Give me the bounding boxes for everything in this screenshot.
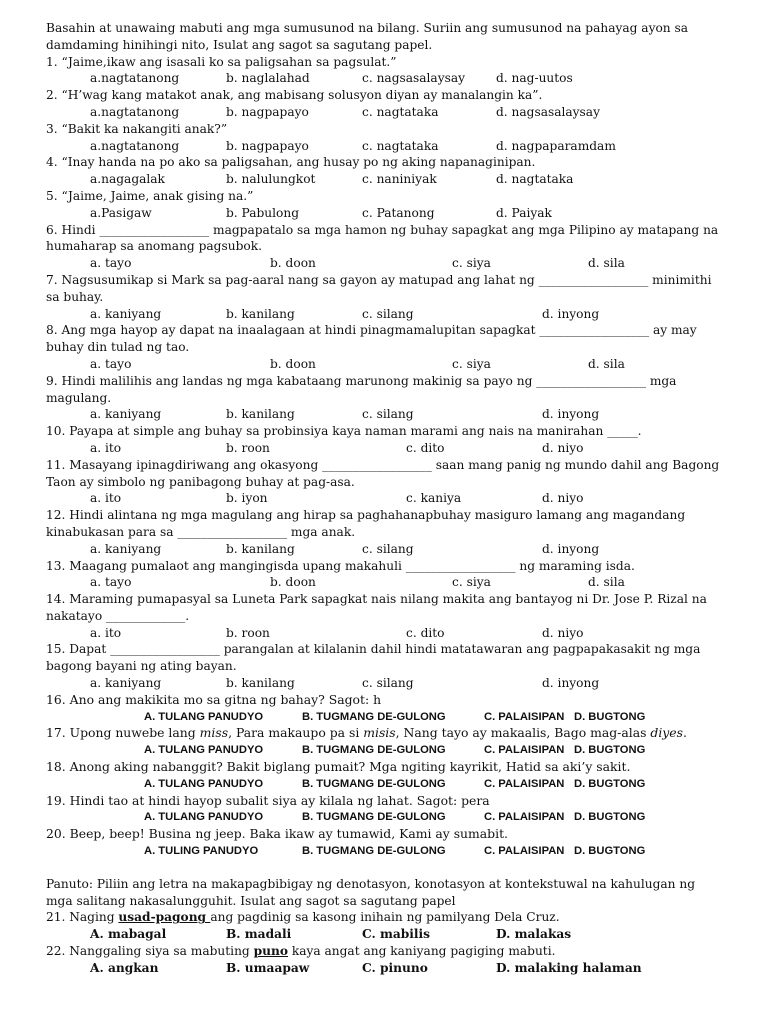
choice-b: b. nagpapayo bbox=[226, 104, 309, 119]
choice-c: c. nagtataka bbox=[362, 138, 439, 153]
choice-d: D. BUGTONG bbox=[574, 710, 646, 723]
choice-c: c. naniniyak bbox=[362, 172, 437, 187]
question bbox=[46, 373, 722, 423]
choice-d: d. inyong bbox=[542, 541, 600, 556]
choice-b: B. TUGMANG DE-GULONG bbox=[302, 710, 446, 723]
choice-d: d. nagsasalaysay bbox=[496, 104, 600, 119]
choice-c: c. silang bbox=[362, 541, 414, 556]
choices bbox=[46, 205, 722, 222]
question bbox=[46, 725, 722, 759]
choices bbox=[46, 70, 722, 87]
choice-b: B. TUGMANG DE-GULONG bbox=[302, 811, 446, 824]
question-text: 22. Nanggaling siya sa mabuting puno kaya angat ang kaniyang pagiging mabuti. bbox=[46, 944, 556, 959]
panuto-instructions: Panuto: Piliin ang letra na makapagbibigay ng denotasyon, konotasyon at kontekstuwal na kahulugan ng mga salitang nakasalungguhit. Isulat ang sagot sa sagutang papel bbox=[46, 876, 696, 908]
choices bbox=[46, 255, 722, 272]
choice-b: b. roon bbox=[226, 440, 270, 455]
choice-c: c. nagsasalaysay bbox=[362, 71, 465, 86]
instructions: Basahin at unawaing mabuti ang mga sumusunod na bilang. Suriin ang sumusunod na pahayag ayon sa damdaming hinihingi nito, Isulat ang sagot sa sagutang papel. bbox=[46, 21, 689, 52]
choice-d: D. BUGTONG bbox=[574, 845, 646, 858]
question bbox=[46, 87, 722, 121]
choice-d: D. malaking halaman bbox=[496, 960, 642, 975]
choice-c: C. mabilis bbox=[362, 927, 431, 942]
choice-a: a.nagtatanong bbox=[90, 104, 180, 119]
choice-c: C. PALAISIPAN bbox=[484, 744, 565, 757]
choice-b: b. nalulungkot bbox=[226, 172, 316, 187]
question bbox=[46, 507, 722, 557]
question bbox=[46, 54, 722, 88]
spacer bbox=[46, 860, 722, 876]
question-text: 16. Ano ang makikita mo sa gitna ng bahay? Sagot: h bbox=[46, 691, 382, 707]
choice-c: c. siya bbox=[452, 575, 491, 590]
choice-b: b. iyon bbox=[226, 491, 268, 506]
question bbox=[46, 272, 722, 322]
choice-b: b. Pabulong bbox=[226, 205, 300, 220]
question-text: 18. Anong aking nabanggit? Bakit biglang pumait? Mga ngiting kayrikit, Hatid sa aki’y sakit. bbox=[46, 759, 631, 775]
question-text: 8. Ang mga hayop ay dapat na inaalagaan at hindi pinagmamalupitan sapagkat __________________ ay may buhay din tulad ng tao. bbox=[46, 323, 697, 355]
choices bbox=[46, 843, 722, 860]
question-text: 1. “Jaime,ikaw ang isasali ko sa paligsahan sa pagsulat.” bbox=[46, 54, 397, 69]
question bbox=[46, 222, 722, 272]
choice-a: a.nagagalak bbox=[90, 172, 165, 187]
choice-c: c. siya bbox=[452, 256, 491, 271]
choice-d: d. inyong bbox=[542, 306, 600, 321]
choice-c: c. silang bbox=[362, 306, 414, 321]
choice-c: c. dito bbox=[406, 440, 445, 455]
question-text: 21. Naging usad-pagong ang pagdinig sa kasong inihain ng pamilyang Dela Cruz. bbox=[46, 910, 560, 925]
choice-a: a.nagtatanong bbox=[90, 138, 180, 153]
choice-b: B. umaapaw bbox=[226, 960, 310, 975]
part2-questions bbox=[46, 692, 722, 860]
choice-a: a. tayo bbox=[90, 575, 132, 590]
choice-a: a.Pasigaw bbox=[90, 205, 152, 220]
question bbox=[46, 154, 722, 188]
choice-d: d. niyo bbox=[542, 625, 584, 640]
choice-d: d. nag-uutos bbox=[496, 71, 573, 86]
choice-a: a. ito bbox=[90, 625, 122, 640]
question bbox=[46, 188, 722, 222]
choice-c: C. PALAISIPAN bbox=[484, 845, 565, 858]
choice-d: d. niyo bbox=[542, 440, 584, 455]
choice-a: A. TULANG PANUDYO bbox=[144, 811, 264, 824]
question bbox=[46, 457, 722, 507]
choice-b: b. doon bbox=[270, 575, 316, 590]
question-text: 12. Hindi alintana ng mga magulang ang hirap sa paghahanapbuhay masiguro lamang ang magandang kinabukasan para sa __________________ mga anak. bbox=[46, 508, 686, 539]
choice-b: b. kanilang bbox=[226, 676, 295, 691]
choice-a: a. ito bbox=[90, 491, 122, 506]
question bbox=[46, 943, 722, 977]
question bbox=[46, 591, 722, 641]
choice-a: a. kaniyang bbox=[90, 541, 162, 556]
choice-b: b. naglalahad bbox=[226, 71, 310, 86]
question-text: 6. Hindi __________________ magpapatalo sa mga hamon ng buhay sapagkat ang mga Pilipino ay matapang na humaharap sa anomang pagsubok. bbox=[46, 222, 719, 254]
question bbox=[46, 759, 722, 793]
choice-b: b. roon bbox=[226, 625, 270, 640]
choice-d: D. BUGTONG bbox=[574, 777, 646, 790]
choice-d: D. BUGTONG bbox=[574, 744, 646, 757]
choice-d: d. niyo bbox=[542, 491, 584, 506]
choice-a: a. kaniyang bbox=[90, 407, 162, 422]
choice-a: A. TULANG PANUDYO bbox=[144, 710, 264, 723]
choice-b: b. nagpapayo bbox=[226, 138, 309, 153]
choice-a: A. TULANG PANUDYO bbox=[144, 744, 264, 757]
question-text: 2. “H’wag kang matakot anak, ang mabisang solusyon diyan ay manalangin ka”. bbox=[46, 88, 543, 103]
choices bbox=[46, 490, 722, 507]
choice-c: C. PALAISIPAN bbox=[484, 710, 565, 723]
question bbox=[46, 558, 722, 592]
choices bbox=[46, 809, 722, 826]
question-text: 7. Nagsusumikap si Mark sa pag-aaral nang sa gayon ay matupad ang lahat ng __________________ minimithi sa buhay. bbox=[46, 272, 712, 304]
choice-b: b. kanilang bbox=[226, 407, 295, 422]
choice-c: c. dito bbox=[406, 625, 445, 640]
choice-a: a. tayo bbox=[90, 356, 132, 371]
choice-c: c. Patanong bbox=[362, 205, 435, 220]
question-text: 10. Payapa at simple ang buhay sa probinsiya kaya naman marami ang nais na manirahan _____. bbox=[46, 424, 642, 439]
choice-a: a. kaniyang bbox=[90, 676, 162, 691]
choice-d: d. nagtataka bbox=[496, 172, 574, 187]
part1-questions bbox=[46, 54, 722, 692]
question-text: 5. “Jaime, Jaime, anak gising na.” bbox=[46, 188, 254, 203]
choices bbox=[46, 171, 722, 188]
question-text: 11. Masayang ipinagdiriwang ang okasyong __________________ saan mang panig ng mundo dahil ang Bagong Taon ay simbolo ng panibagong buhay at pag-asa. bbox=[46, 457, 720, 489]
choice-c: c. silang bbox=[362, 407, 414, 422]
question bbox=[46, 121, 722, 155]
choices bbox=[46, 960, 722, 977]
choice-d: D. malakas bbox=[496, 927, 572, 942]
choice-c: C. pinuno bbox=[362, 960, 428, 975]
question-text: 14. Maraming pumapasyal sa Luneta Park sapagkat nais nilang makita ang bantayog ni Dr. Jose P. Rizal na nakatayo _____________. bbox=[46, 592, 707, 623]
choices bbox=[46, 356, 722, 373]
choice-a: A. TULING PANUDYO bbox=[144, 845, 259, 858]
choice-c: c. kaniya bbox=[406, 491, 462, 506]
choice-a: a. kaniyang bbox=[90, 306, 162, 321]
question-text: 3. “Bakit ka nakangiti anak?” bbox=[46, 121, 228, 136]
choice-a: A. angkan bbox=[90, 960, 159, 975]
choices bbox=[46, 574, 722, 591]
choice-a: a.nagtatanong bbox=[90, 71, 180, 86]
question-text: 15. Dapat __________________ parangalan at kilalanin dahil hindi matatawaran ang pagpapakasakit ng mga bagong bayani ng ating bayan. bbox=[46, 642, 701, 674]
choice-d: D. BUGTONG bbox=[574, 811, 646, 824]
choice-b: b. doon bbox=[270, 256, 316, 271]
choices bbox=[46, 625, 722, 642]
question bbox=[46, 423, 722, 457]
choices bbox=[46, 406, 722, 423]
choice-d: d. nagpaparamdam bbox=[496, 138, 616, 153]
choice-b: B. madali bbox=[226, 927, 292, 942]
choices bbox=[46, 104, 722, 121]
choice-d: d. inyong bbox=[542, 676, 600, 691]
choice-a: a. ito bbox=[90, 440, 122, 455]
question-text: 4. “Inay handa na po ako sa paligsahan, ang husay po ng aking napanaginipan. bbox=[46, 155, 536, 170]
choice-c: C. PALAISIPAN bbox=[484, 777, 565, 790]
choices bbox=[46, 440, 722, 457]
choices bbox=[46, 776, 722, 793]
underlined-term: usad-pagong bbox=[118, 910, 211, 925]
choice-b: B. TUGMANG DE-GULONG bbox=[302, 845, 446, 858]
question bbox=[46, 692, 722, 726]
choice-b: b. doon bbox=[270, 356, 316, 371]
choices bbox=[46, 306, 722, 323]
choice-d: d. sila bbox=[588, 356, 625, 371]
choice-c: c. silang bbox=[362, 676, 414, 691]
choices bbox=[46, 742, 722, 759]
choices bbox=[46, 709, 722, 726]
choice-d: d. Paiyak bbox=[496, 205, 552, 220]
choice-b: B. TUGMANG DE-GULONG bbox=[302, 744, 446, 757]
question bbox=[46, 641, 722, 691]
choices bbox=[46, 675, 722, 692]
question bbox=[46, 909, 722, 943]
choice-c: c. siya bbox=[452, 356, 491, 371]
choice-c: C. PALAISIPAN bbox=[484, 811, 565, 824]
choice-b: b. kanilang bbox=[226, 541, 295, 556]
choice-b: b. kanilang bbox=[226, 306, 295, 321]
question bbox=[46, 793, 722, 827]
choice-d: d. sila bbox=[588, 575, 625, 590]
choices bbox=[46, 138, 722, 155]
question bbox=[46, 322, 722, 372]
question-text: 13. Maagang pumalaot ang mangingisda upang makahuli __________________ ng maraming isda. bbox=[46, 558, 635, 573]
choice-b: B. TUGMANG DE-GULONG bbox=[302, 777, 446, 790]
choice-d: d. sila bbox=[588, 256, 625, 271]
question bbox=[46, 826, 722, 860]
question-text: 19. Hindi tao at hindi hayop subalit siya ay kilala ng lahat. Sagot: pera bbox=[46, 792, 490, 808]
choice-d: d. inyong bbox=[542, 407, 600, 422]
choice-a: a. tayo bbox=[90, 256, 132, 271]
choice-c: c. nagtataka bbox=[362, 104, 439, 119]
question-text: 17. Upong nuwebe lang miss, Para makaupo pa si misis, Nang tayo ay makaalis, Bago mag-alas diyes. bbox=[46, 725, 687, 741]
choice-a: A. TULANG PANUDYO bbox=[144, 777, 264, 790]
question-text: 20. Beep, beep! Busina ng jeep. Baka ikaw ay tumawid, Kami ay sumabit. bbox=[46, 826, 508, 842]
question-text: 9. Hindi malilihis ang landas ng mga kabataang marunong makinig sa payo ng __________________ mga magulang. bbox=[46, 373, 677, 405]
choice-a: A. mabagal bbox=[90, 927, 167, 942]
underlined-term: puno bbox=[253, 944, 288, 959]
choices bbox=[46, 926, 722, 943]
choices bbox=[46, 541, 722, 558]
